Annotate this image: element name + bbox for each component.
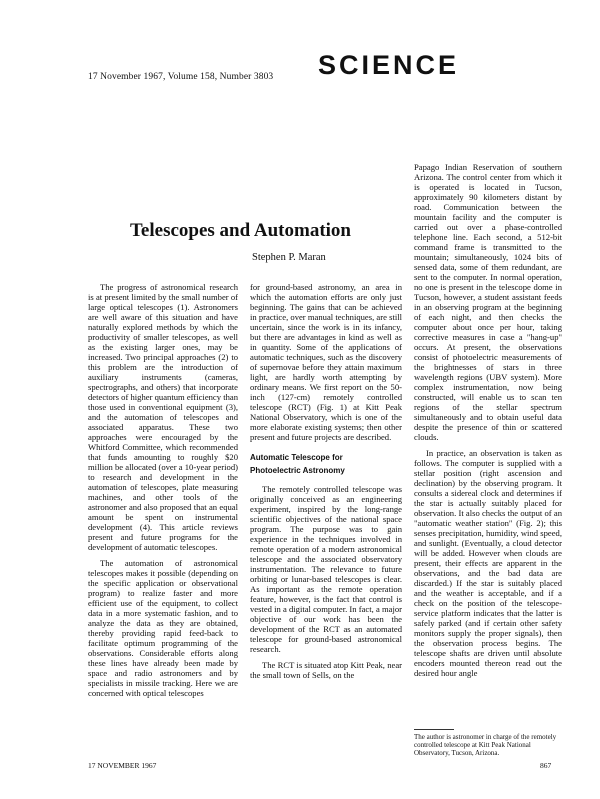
paragraph: for ground-based astronomy, an area in which the automation efforts are only just beginning. The gains that can be achieved in practice, over manual techniques, are still uncertain, since the work is in its infancy, but there are advantages in kind as well as in quantity. Some of the applications of automatic techniques, such as the discovery of supernovae before they attain maximum light, are hardly worth attempting by ordinary means. We first report on the 50-inch (127-cm) remotely controlled telescope (RCT) (Fig. 1) at Kitt Peak National Observatory, which is one of the more elaborate existing systems; then other present and future projects are described. (250, 282, 402, 442)
author-footnote: The author is astronomer in charge of the remotely controlled telescope at Kitt Peak National Observatory, Tucson, Arizona. (414, 733, 557, 757)
paragraph: The RCT is situated atop Kitt Peak, near the small town of Sells, on the (250, 660, 402, 680)
section-heading: Automatic Telescope for (250, 453, 343, 462)
paragraph: Papago Indian Reservation of southern Arizona. The control center from which it is operated is located in Tucson, approximately 90 kilometers distant by road. Communication between the mountain facility and the computer is carried out over a phase-controlled telephone line. Each second, a 512-bit command frame is transmitted to the mountain; simultaneously, 1024 bits of sensed data, some of them redundant, are sent to the computer. In normal operation, no one is present in the telescope dome in Tucson, however, a student assistant feeds in an observing program at the beginning of each night, and then checks the computer about once per hour, taking corrective measures in case a "hang-up" occurs. At present, the observations consist of photoelectric measurements of the brightnesses of stars in three wavelength regions (UBV system). More complex instrumentation, now being constructed, will enable us to scan ten regions of the stellar spectrum simultaneously and to obtain useful data despite the presence of thin or scattered clouds. (414, 162, 562, 442)
paragraph: The remotely controlled telescope was originally conceived as an engineering experiment, inspired by the long-range scientific objectives of the national space program. The purpose was to gain experience in the techniques involved in remote operation of a modern astronomical telescope and the associated observatory instrumentation. The relevance to future orbiting or lunar-based telescopes is clear. As important as the remote operation feature, however, is the fact that control is vested in a digital computer. In fact, a major objective of our work has been the development of the RCT as an automated telescope for ground-based astronomical research. (250, 484, 402, 654)
text-column-1 (88, 282, 238, 752)
text-column-3 (414, 162, 562, 710)
paragraph: The progress of astronomical research is at present limited by the small number of large optical telescopes (1). Astronomers are well aware of this situation and have naturally explored methods by which the productivity of smaller telescopes, as well as the existing larger ones, may be increased. Two principal approaches (2) to this problem are the introduction of auxiliary instruments (cameras, spectrographs, and others) that incorporate detectors of higher quantum efficiency than those used in conventional equipment (3), and the automation of telescopes and associated apparatus. These two approaches were encouraged by the Whitford Committee, which recommended that funds amounting to roughly $20 million be allocated (over a 10-year period) to research and development in the automation of telescopes, plate measuring machines, and other tools of the astronomer and also proposed that an equal amount be spent on instrumental development (4). This article reviews present and future programs for the development of automatic telescopes. (88, 282, 238, 552)
footer-date: 17 NOVEMBER 1967 (88, 761, 157, 770)
text-column-2 (250, 282, 402, 752)
footnote-divider (414, 729, 454, 730)
article-title: Telescopes and Automation (130, 220, 351, 241)
section-subheading: Photoelectric Astronomy (250, 466, 345, 475)
paragraph: The automation of astronomical telescopes makes it possible (depending on the specific application or observational program) to realize faster and more efficient use of the equipment, to collect data in a more systematic fashion, and to analyze the data as they are obtained, thereby providing rapid feed-back to facilitate optimum programming of the observations. Considerable efforts along these lines have already been made by space and radio astronomers and by specialists in missile tracking. Here we are concerned with optical telescopes (88, 558, 238, 698)
journal-masthead: SCIENCE (318, 50, 460, 80)
page-number: 867 (540, 761, 552, 770)
paragraph: In practice, an observation is taken as follows. The computer is supplied with a stellar position (right ascension and declination) by the observing program. It consults a sidereal clock and determines if the star is actually suitably placed for observation. It also checks the output of an "automatic weather station" (Fig. 2); this senses precipitation, humidity, wind speed, and sunlight. (Eventually, a cloud detector will be added. However when clouds are present, their effects are apparent in the observations, and the bad data are discarded.) If the star is suitably placed and the weather is acceptable, and if a check on the position of the telescope-service platform indicates that the latter is safely parked (and if certain other safety monitors supply the proper signals), then the observation process begins. The telescope shafts are driven until absolute encoders mounted thereon read out the desired hour angle (414, 448, 562, 678)
article-author: Stephen P. Maran (252, 252, 326, 263)
issue-line: 17 November 1967, Volume 158, Number 3803 (88, 72, 274, 82)
